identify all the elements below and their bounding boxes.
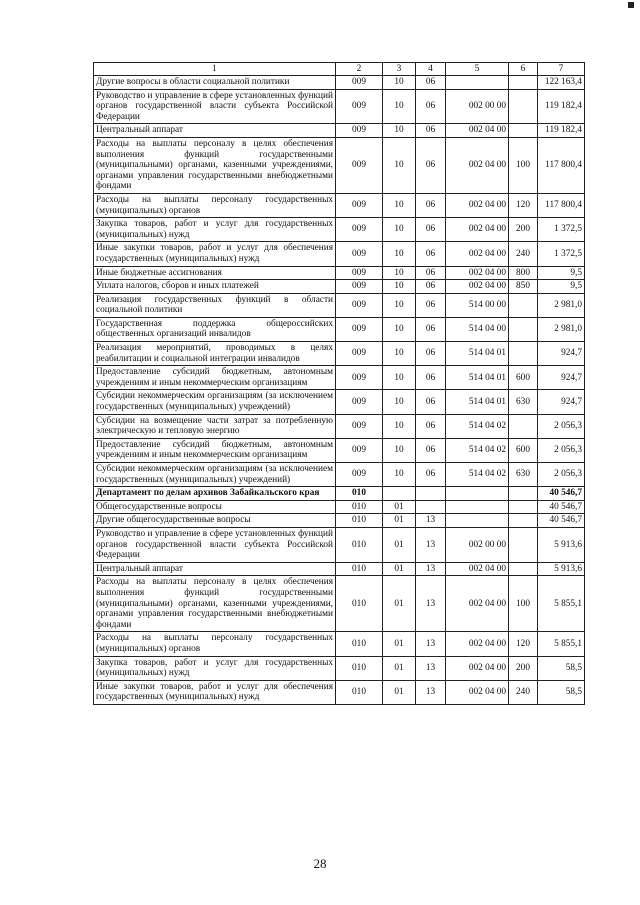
target-article-cell: 002 04 00	[446, 137, 509, 193]
target-article-cell: 002 04 00	[446, 280, 509, 294]
section-cell: 10	[383, 124, 416, 138]
amount-cell: 924,7	[538, 342, 585, 366]
ministry-code-cell: 009	[336, 438, 383, 462]
ministry-code-cell: 009	[336, 266, 383, 280]
subsection-cell: 06	[416, 414, 446, 438]
table-row	[94, 656, 585, 680]
subsection-cell: 06	[416, 317, 446, 341]
target-article-cell: 514 04 01	[446, 390, 509, 414]
subsection-cell: 06	[416, 390, 446, 414]
table-row	[94, 218, 585, 242]
target-article-cell	[446, 487, 509, 501]
table-row	[94, 366, 585, 390]
expense-type-cell	[509, 514, 538, 528]
row-name-cell: Субсидии некоммерческим организациям (за исключением государственных (муниципальных) учреждений)	[94, 463, 336, 487]
expense-type-cell	[509, 487, 538, 501]
table-row	[94, 317, 585, 341]
amount-cell: 924,7	[538, 390, 585, 414]
row-name-cell: Уплата налогов, сборов и иных платежей	[94, 280, 336, 294]
target-article-cell	[446, 76, 509, 90]
subsection-cell: 06	[416, 137, 446, 193]
ministry-code-cell: 009	[336, 317, 383, 341]
section-cell: 01	[383, 576, 416, 632]
ministry-code-cell: 010	[336, 562, 383, 576]
ministry-code-cell: 010	[336, 487, 383, 501]
section-cell: 10	[383, 76, 416, 90]
table-row	[94, 576, 585, 632]
ministry-code-cell: 009	[336, 124, 383, 138]
row-name-cell: Иные закупки товаров, работ и услуг для обеспечения государственных (муниципальных) нужд	[94, 242, 336, 266]
target-article-cell: 002 04 00	[446, 656, 509, 680]
subsection-cell: 06	[416, 76, 446, 90]
table-header-row	[94, 63, 585, 76]
target-article-cell: 002 00 00	[446, 527, 509, 562]
row-name-cell: Субсидии некоммерческим организациям (за исключением государственных (муниципальных) учреждений)	[94, 390, 336, 414]
amount-cell: 924,7	[538, 366, 585, 390]
expense-type-cell: 100	[509, 137, 538, 193]
subsection-cell: 06	[416, 342, 446, 366]
expense-type-cell	[509, 527, 538, 562]
table-row	[94, 280, 585, 294]
amount-cell: 119 182,4	[538, 89, 585, 124]
expense-type-cell: 800	[509, 266, 538, 280]
row-name-cell: Расходы на выплаты персоналу государственных (муниципальных) органов	[94, 193, 336, 217]
ministry-code-cell: 009	[336, 89, 383, 124]
row-name-cell: Предоставление субсидий бюджетным, автономным учреждениям и иным некоммерческим организациям	[94, 438, 336, 462]
row-name-cell: Расходы на выплаты персоналу государственных (муниципальных) органов	[94, 632, 336, 656]
target-article-cell: 002 04 00	[446, 218, 509, 242]
amount-cell: 119 182,4	[538, 124, 585, 138]
amount-cell: 2 981,0	[538, 317, 585, 341]
expense-type-cell: 850	[509, 280, 538, 294]
section-cell: 01	[383, 656, 416, 680]
row-name-cell: Другие вопросы в области социальной политики	[94, 76, 336, 90]
expense-type-cell: 240	[509, 242, 538, 266]
subsection-cell: 13	[416, 562, 446, 576]
table-row	[94, 242, 585, 266]
expense-type-cell	[509, 317, 538, 341]
target-article-cell: 002 04 00	[446, 562, 509, 576]
ministry-code-cell: 010	[336, 576, 383, 632]
section-cell: 01	[383, 514, 416, 528]
header-cell: 5	[446, 63, 509, 76]
expense-type-cell	[509, 500, 538, 514]
expense-type-cell: 600	[509, 438, 538, 462]
table-row	[94, 124, 585, 138]
expense-type-cell: 600	[509, 366, 538, 390]
subsection-cell: 13	[416, 514, 446, 528]
amount-cell: 9,5	[538, 280, 585, 294]
section-cell: 10	[383, 414, 416, 438]
expense-type-cell	[509, 562, 538, 576]
section-cell	[383, 487, 416, 501]
subsection-cell: 06	[416, 242, 446, 266]
header-cell: 7	[538, 63, 585, 76]
section-cell: 01	[383, 562, 416, 576]
target-article-cell: 002 04 00	[446, 680, 509, 704]
table-row	[94, 293, 585, 317]
amount-cell: 40 546,7	[538, 514, 585, 528]
ministry-code-cell: 009	[336, 366, 383, 390]
target-article-cell: 002 04 00	[446, 193, 509, 217]
row-name-cell: Государственная поддержка общероссийских общественных организаций инвалидов	[94, 317, 336, 341]
ministry-code-cell: 009	[336, 293, 383, 317]
section-cell: 10	[383, 266, 416, 280]
target-article-cell	[446, 514, 509, 528]
table-row	[94, 527, 585, 562]
row-name-cell: Закупка товаров, работ и услуг для государственных (муниципальных) нужд	[94, 218, 336, 242]
amount-cell: 5 855,1	[538, 576, 585, 632]
ministry-code-cell: 009	[336, 414, 383, 438]
row-name-cell: Иные закупки товаров, работ и услуг для обеспечения государственных (муниципальных) нужд	[94, 680, 336, 704]
table-row	[94, 193, 585, 217]
amount-cell: 5 855,1	[538, 632, 585, 656]
ministry-code-cell: 009	[336, 342, 383, 366]
amount-cell: 117 800,4	[538, 137, 585, 193]
section-cell: 10	[383, 293, 416, 317]
section-cell: 01	[383, 680, 416, 704]
section-cell: 10	[383, 390, 416, 414]
ministry-code-cell: 009	[336, 76, 383, 90]
subsection-cell: 06	[416, 438, 446, 462]
header-cell: 6	[509, 63, 538, 76]
row-name-cell: Департамент по делам архивов Забайкальского края	[94, 487, 336, 501]
row-name-cell: Предоставление субсидий бюджетным, автономным учреждениям и иным некоммерческим организациям	[94, 366, 336, 390]
table-row	[94, 438, 585, 462]
amount-cell: 122 163,4	[538, 76, 585, 90]
subsection-cell: 13	[416, 632, 446, 656]
amount-cell: 2 056,3	[538, 414, 585, 438]
row-name-cell: Общегосударственные вопросы	[94, 500, 336, 514]
section-cell: 10	[383, 218, 416, 242]
subsection-cell: 06	[416, 280, 446, 294]
subsection-cell: 13	[416, 680, 446, 704]
section-cell: 10	[383, 317, 416, 341]
table-row	[94, 342, 585, 366]
ministry-code-cell: 010	[336, 656, 383, 680]
target-article-cell: 514 04 02	[446, 414, 509, 438]
expense-type-cell: 100	[509, 576, 538, 632]
section-cell: 10	[383, 438, 416, 462]
section-cell: 10	[383, 137, 416, 193]
ministry-code-cell: 009	[336, 242, 383, 266]
section-cell: 10	[383, 280, 416, 294]
table-row	[94, 632, 585, 656]
section-cell: 10	[383, 193, 416, 217]
target-article-cell: 002 04 00	[446, 576, 509, 632]
row-name-cell: Расходы на выплаты персоналу в целях обеспечения выполнения функций государственными (муниципальными) органами, казенными учреждениями, органами управления государственными внебюджетными фондами	[94, 576, 336, 632]
ministry-code-cell: 009	[336, 218, 383, 242]
table-row	[94, 390, 585, 414]
target-article-cell: 514 04 01	[446, 366, 509, 390]
ministry-code-cell: 010	[336, 500, 383, 514]
amount-cell: 2 056,3	[538, 463, 585, 487]
header-cell: 2	[336, 63, 383, 76]
amount-cell: 2 981,0	[538, 293, 585, 317]
row-name-cell: Расходы на выплаты персоналу в целях обеспечения выполнения функций государственными (муниципальными) органами, казенными учреждениями, органами управления государственными внебюджетными фондами	[94, 137, 336, 193]
expense-type-cell: 630	[509, 390, 538, 414]
subsection-cell: 13	[416, 576, 446, 632]
page-corner-mark	[628, 2, 634, 8]
target-article-cell: 002 04 00	[446, 266, 509, 280]
row-name-cell: Закупка товаров, работ и услуг для государственных (муниципальных) нужд	[94, 656, 336, 680]
table-row	[94, 414, 585, 438]
expense-type-cell: 200	[509, 218, 538, 242]
amount-cell: 5 913,6	[538, 562, 585, 576]
section-cell: 01	[383, 500, 416, 514]
amount-cell: 1 372,5	[538, 218, 585, 242]
amount-cell: 40 546,7	[538, 500, 585, 514]
section-cell: 10	[383, 463, 416, 487]
section-cell: 10	[383, 89, 416, 124]
subsection-cell: 13	[416, 656, 446, 680]
budget-table	[93, 62, 585, 705]
row-name-cell: Центральный аппарат	[94, 124, 336, 138]
ministry-code-cell: 009	[336, 463, 383, 487]
expense-type-cell: 200	[509, 656, 538, 680]
ministry-code-cell: 010	[336, 680, 383, 704]
amount-cell: 9,5	[538, 266, 585, 280]
ministry-code-cell: 009	[336, 193, 383, 217]
section-cell: 10	[383, 242, 416, 266]
table-row	[94, 500, 585, 514]
expense-type-cell	[509, 342, 538, 366]
header-cell: 4	[416, 63, 446, 76]
table-row	[94, 266, 585, 280]
table-row	[94, 76, 585, 90]
ministry-code-cell: 009	[336, 280, 383, 294]
table-row	[94, 89, 585, 124]
table-row	[94, 463, 585, 487]
amount-cell: 5 913,6	[538, 527, 585, 562]
expense-type-cell	[509, 293, 538, 317]
target-article-cell: 514 00 00	[446, 293, 509, 317]
page-number: 28	[313, 856, 327, 871]
subsection-cell: 06	[416, 218, 446, 242]
amount-cell: 58,5	[538, 656, 585, 680]
section-cell: 10	[383, 342, 416, 366]
section-cell: 10	[383, 366, 416, 390]
target-article-cell: 002 00 00	[446, 89, 509, 124]
subsection-cell: 06	[416, 366, 446, 390]
table-row	[94, 137, 585, 193]
header-cell: 3	[383, 63, 416, 76]
target-article-cell	[446, 500, 509, 514]
amount-cell: 1 372,5	[538, 242, 585, 266]
subsection-cell: 06	[416, 463, 446, 487]
expense-type-cell	[509, 124, 538, 138]
row-name-cell: Субсидии на возмещение части затрат за потребленную электрическую и тепловую энергию	[94, 414, 336, 438]
target-article-cell: 514 04 02	[446, 463, 509, 487]
section-cell: 01	[383, 632, 416, 656]
table-row	[94, 487, 585, 501]
subsection-cell	[416, 500, 446, 514]
subsection-cell: 06	[416, 266, 446, 280]
row-name-cell: Другие общегосударственные вопросы	[94, 514, 336, 528]
subsection-cell: 06	[416, 293, 446, 317]
expense-type-cell: 630	[509, 463, 538, 487]
amount-cell: 40 546,7	[538, 487, 585, 501]
subsection-cell	[416, 487, 446, 501]
section-cell: 01	[383, 527, 416, 562]
target-article-cell: 514 04 02	[446, 438, 509, 462]
target-article-cell: 002 04 00	[446, 242, 509, 266]
ministry-code-cell: 010	[336, 632, 383, 656]
table-row	[94, 514, 585, 528]
expense-type-cell: 240	[509, 680, 538, 704]
target-article-cell: 002 04 00	[446, 124, 509, 138]
row-name-cell: Руководство и управление в сфере установленных функций органов государственной власти субъекта Российской Федерации	[94, 527, 336, 562]
ministry-code-cell: 009	[336, 390, 383, 414]
target-article-cell: 002 04 00	[446, 632, 509, 656]
expense-type-cell	[509, 76, 538, 90]
subsection-cell: 06	[416, 193, 446, 217]
amount-cell: 58,5	[538, 680, 585, 704]
expense-type-cell: 120	[509, 632, 538, 656]
row-name-cell: Реализация мероприятий, проводимых в целях реабилитации и социальной интеграции инвалидов	[94, 342, 336, 366]
expense-type-cell	[509, 414, 538, 438]
row-name-cell: Реализация государственных функций в области социальной политики	[94, 293, 336, 317]
subsection-cell: 06	[416, 124, 446, 138]
expense-type-cell: 120	[509, 193, 538, 217]
target-article-cell: 514 04 00	[446, 317, 509, 341]
subsection-cell: 06	[416, 89, 446, 124]
ministry-code-cell: 009	[336, 137, 383, 193]
ministry-code-cell: 010	[336, 514, 383, 528]
header-cell: 1	[94, 63, 336, 76]
amount-cell: 2 056,3	[538, 438, 585, 462]
table-row	[94, 562, 585, 576]
subsection-cell: 13	[416, 527, 446, 562]
ministry-code-cell: 010	[336, 527, 383, 562]
table-row	[94, 680, 585, 704]
row-name-cell: Центральный аппарат	[94, 562, 336, 576]
row-name-cell: Руководство и управление в сфере установленных функций органов государственной власти субъекта Российской Федерации	[94, 89, 336, 124]
row-name-cell: Иные бюджетные ассигнования	[94, 266, 336, 280]
expense-type-cell	[509, 89, 538, 124]
amount-cell: 117 800,4	[538, 193, 585, 217]
target-article-cell: 514 04 01	[446, 342, 509, 366]
